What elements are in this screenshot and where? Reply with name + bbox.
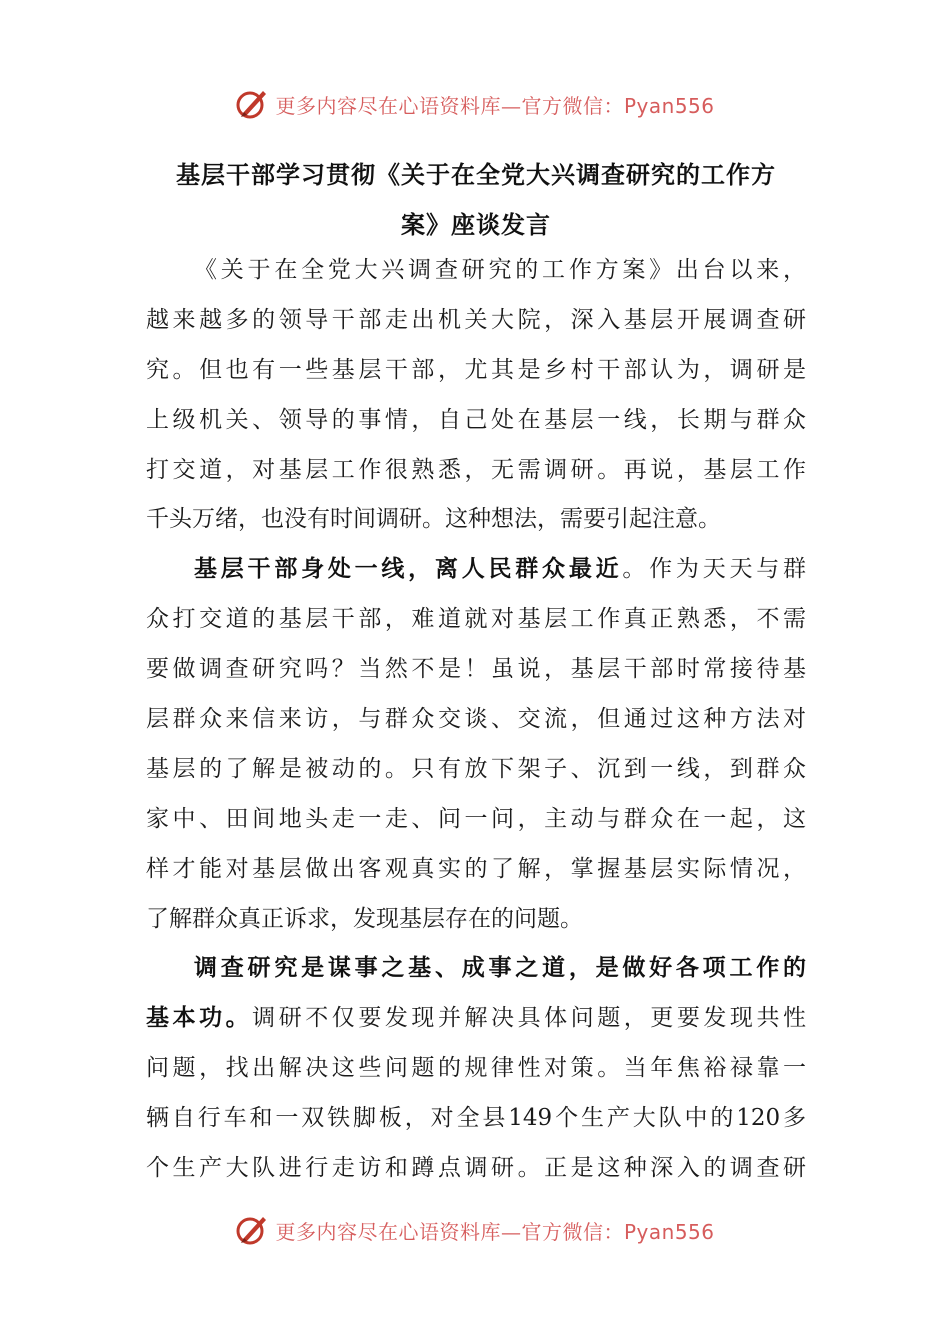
bold-heading: 调查研究是谋事之基、成事之道，是做好各项工作的 <box>194 955 806 982</box>
body-line: 层群众来信来访，与群众交谈、交流，但通过这种方法对 <box>146 706 806 733</box>
watermark-top <box>0 84 950 124</box>
title-line-1: 基层干部学习贯彻《关于在全党大兴调查研究的工作方 <box>176 161 776 189</box>
body-line: 打交道，对基层工作很熟悉，无需调研。再说，基层工作 <box>146 456 806 483</box>
watermark-text <box>275 90 714 119</box>
watermark-en: Pyan556 <box>623 1219 715 1244</box>
watermark-en: Pyan556 <box>623 93 715 118</box>
body-line: 《关于在全党大兴调查研究的工作方案》出台以来， <box>194 257 806 283</box>
body-line: 家中、田间地头走一走、问一问，主动与群众在一起，这 <box>146 805 806 832</box>
title-line-2: 案》座谈发言 <box>401 211 551 239</box>
watermark-cn: 更多内容尽在心语资料库—官方微信： <box>275 1219 624 1244</box>
body-text <box>146 246 806 1194</box>
body-line: 千头万绪，也没有时间调研。这种想法，需要引起注意。 <box>146 506 721 533</box>
document-title <box>146 150 806 250</box>
watermark-text <box>275 1216 714 1245</box>
body-line: 基层的了解是被动的。只有放下架子、沉到一线，到群众 <box>146 755 806 782</box>
bold-heading: 基本功。 <box>146 1005 253 1032</box>
line-rest: 。作为天天与群 <box>622 556 806 583</box>
body-line: 个生产大队进行走访和蹲点调研。正是这种深入的调查研 <box>146 1155 806 1182</box>
body-line: 究。但也有一些基层干部，尤其是乡村干部认为，调研是 <box>146 356 806 383</box>
body-line <box>146 944 806 994</box>
bold-heading: 基层干部身处一线，离人民群众最近 <box>194 556 623 583</box>
body-line <box>146 994 806 1044</box>
body-line: 问题，找出解决这些问题的规律性对策。当年焦裕禄靠一 <box>146 1055 806 1082</box>
body-line: 众打交道的基层干部，难道就对基层工作真正熟悉，不需 <box>146 606 806 633</box>
body-line: 越来越多的领导干部走出机关大院，深入基层开展调查研 <box>146 306 806 333</box>
body-line: 了解群众真正诉求，发现基层存在的问题。 <box>146 905 583 932</box>
pen-logo-icon <box>235 87 269 121</box>
body-line: 样才能对基层做出客观真实的了解，掌握基层实际情况， <box>146 855 806 882</box>
body-line: 要做调查研究吗？当然不是！虽说，基层干部时常接待基 <box>146 656 806 683</box>
body-line <box>146 545 806 595</box>
body-line: 上级机关、领导的事情，自己处在基层一线，长期与群众 <box>146 406 806 433</box>
watermark-bottom <box>0 1210 950 1250</box>
body-line: 辆自行车和一双铁脚板，对全县149个生产大队中的120多 <box>146 1105 806 1132</box>
line-rest: 调研不仅要发现并解决具体问题，更要发现共性 <box>252 1005 806 1032</box>
pen-logo-icon <box>235 1213 269 1247</box>
watermark-cn: 更多内容尽在心语资料库—官方微信： <box>275 93 624 118</box>
